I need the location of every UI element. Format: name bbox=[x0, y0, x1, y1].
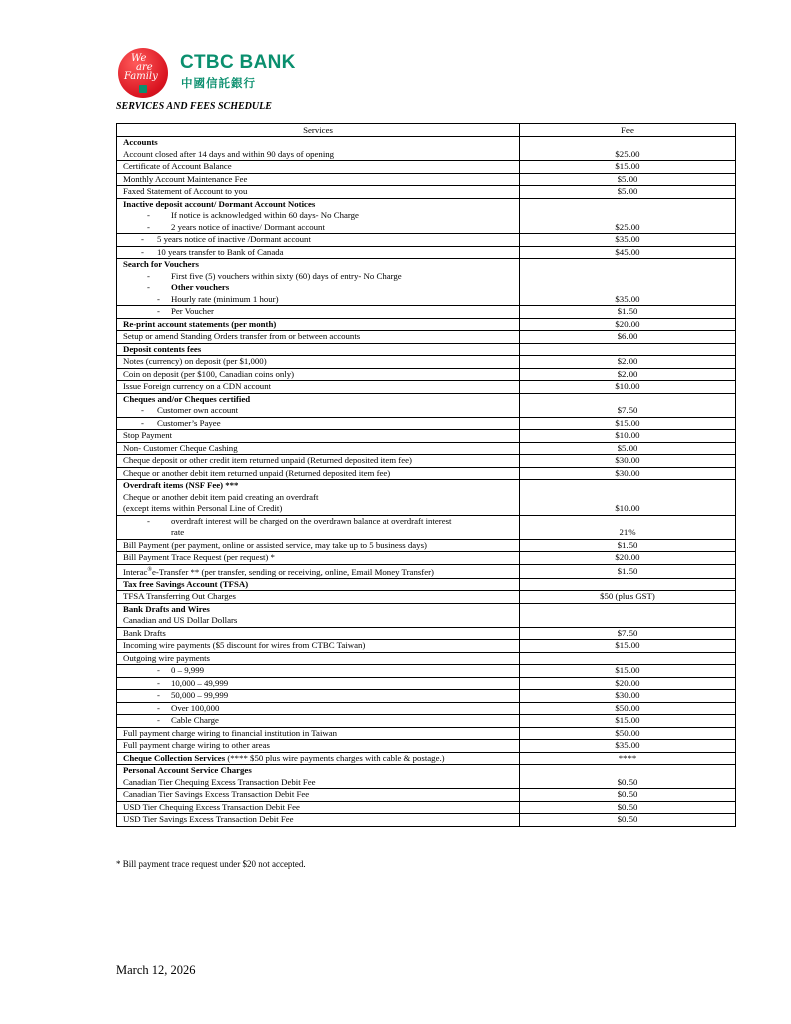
fee-row bbox=[117, 715, 736, 728]
service-text-continued: (**** $50 plus wire payments charges with cable & postage.) bbox=[225, 752, 445, 763]
service-line bbox=[123, 259, 513, 271]
service-cell bbox=[117, 186, 520, 199]
service-line bbox=[123, 789, 513, 801]
bullet-dash: - bbox=[147, 270, 150, 281]
service-text: USD Tier Savings Excess Transaction Debit Fee bbox=[123, 814, 294, 825]
fee-row bbox=[117, 801, 736, 814]
service-cell bbox=[117, 603, 520, 627]
service-cell bbox=[117, 417, 520, 430]
fee-cell: $0.50 bbox=[520, 789, 736, 802]
service-text: Bank Drafts bbox=[123, 627, 166, 638]
service-cell bbox=[117, 814, 520, 827]
fee-row bbox=[117, 480, 736, 516]
fee-row bbox=[117, 578, 736, 591]
fee-cell bbox=[520, 603, 736, 627]
service-cell bbox=[117, 331, 520, 344]
fee-cell: $35.00 bbox=[520, 259, 736, 306]
service-cell bbox=[117, 381, 520, 394]
service-text: Faxed Statement of Account to you bbox=[123, 186, 248, 196]
service-line bbox=[123, 728, 513, 740]
service-line bbox=[123, 753, 513, 765]
service-cell bbox=[117, 161, 520, 174]
service-cell bbox=[117, 455, 520, 468]
fee-cell: $0.50 bbox=[520, 765, 736, 789]
service-text: TFSA Transferring Out Charges bbox=[123, 591, 236, 602]
service-text: Bill Payment Trace Request (per request) * bbox=[123, 552, 275, 562]
service-cell bbox=[117, 715, 520, 728]
service-line bbox=[123, 516, 513, 528]
fee-cell: $0.50 bbox=[520, 814, 736, 827]
fee-row bbox=[117, 752, 736, 765]
service-line bbox=[123, 492, 513, 504]
service-text: Bill Payment (per payment, online or assisted service, may take up to 5 business days) bbox=[123, 539, 427, 550]
service-line bbox=[123, 381, 513, 393]
service-line bbox=[123, 640, 513, 652]
fee-cell: **** bbox=[520, 752, 736, 765]
service-line bbox=[123, 552, 513, 564]
fee-cell: $1.50 bbox=[520, 564, 736, 578]
service-cell bbox=[117, 740, 520, 753]
service-text: 5 years notice of inactive /Dormant account bbox=[157, 234, 311, 244]
bullet-dash: - bbox=[157, 665, 160, 676]
fee-row bbox=[117, 234, 736, 247]
service-line bbox=[123, 247, 513, 259]
service-cell bbox=[117, 173, 520, 186]
bullet-dash: - bbox=[157, 715, 160, 726]
service-cell bbox=[117, 665, 520, 678]
service-cell bbox=[117, 765, 520, 789]
service-line bbox=[123, 369, 513, 381]
fee-row bbox=[117, 652, 736, 665]
bank-name: CTBC BANK bbox=[180, 52, 296, 73]
service-line bbox=[123, 740, 513, 752]
footnote: * Bill payment trace request under $20 not accepted. bbox=[116, 859, 306, 869]
bullet-dash: - bbox=[157, 677, 160, 688]
bullet-dash: - bbox=[141, 246, 144, 257]
service-cell bbox=[117, 564, 520, 578]
fee-row bbox=[117, 137, 736, 161]
bullet-dash: - bbox=[147, 210, 150, 220]
service-text: rate bbox=[171, 527, 185, 537]
service-cell bbox=[117, 578, 520, 591]
service-cell bbox=[117, 640, 520, 653]
fee-cell bbox=[520, 652, 736, 665]
service-line bbox=[123, 591, 513, 603]
fee-row bbox=[117, 627, 736, 640]
service-line bbox=[123, 527, 513, 539]
service-cell bbox=[117, 246, 520, 259]
service-cell bbox=[117, 234, 520, 247]
document-date: March 12, 2026 bbox=[116, 963, 196, 977]
bullet-dash: - bbox=[147, 282, 150, 292]
service-line bbox=[123, 565, 513, 578]
service-cell bbox=[117, 198, 520, 234]
fee-cell: $20.00 bbox=[520, 677, 736, 690]
service-line bbox=[123, 306, 513, 318]
fee-row bbox=[117, 343, 736, 356]
service-text: Full payment charge wiring to other areas bbox=[123, 740, 270, 751]
service-line bbox=[123, 331, 513, 343]
service-text: Non- Customer Cheque Cashing bbox=[123, 442, 238, 453]
emblem-text-we: We bbox=[131, 53, 147, 64]
service-line bbox=[123, 455, 513, 467]
bullet-dash: - bbox=[157, 306, 160, 316]
fee-row bbox=[117, 381, 736, 394]
service-cell bbox=[117, 442, 520, 455]
fee-cell: $5.00 bbox=[520, 173, 736, 186]
fee-cell: $1.50 bbox=[520, 306, 736, 319]
fee-row bbox=[117, 727, 736, 740]
fee-cell: $20.00 bbox=[520, 318, 736, 331]
service-cell bbox=[117, 480, 520, 516]
emblem-text-are: are bbox=[136, 62, 153, 73]
service-line bbox=[123, 174, 513, 186]
column-header-services: Services bbox=[117, 124, 520, 137]
service-text: Coin on deposit (per $100, Canadian coins only) bbox=[123, 368, 295, 379]
service-text: 0 – 9,999 bbox=[171, 665, 204, 676]
service-text: overdraft interest will be charged on the overdrawn balance at overdraft interest bbox=[171, 515, 452, 526]
service-text: Re-print account statements (per month) bbox=[123, 318, 277, 329]
service-line bbox=[123, 405, 513, 417]
fee-row bbox=[117, 665, 736, 678]
service-text: Monthly Account Maintenance Fee bbox=[123, 173, 248, 184]
service-cell bbox=[117, 690, 520, 703]
service-line bbox=[123, 161, 513, 173]
service-cell bbox=[117, 591, 520, 604]
service-cell bbox=[117, 343, 520, 356]
service-text: Inactive deposit account/ Dormant Account Notices bbox=[123, 198, 316, 209]
emblem-text-family: Family bbox=[124, 71, 158, 82]
fee-cell: $15.00 bbox=[520, 715, 736, 728]
service-line bbox=[123, 394, 513, 406]
fee-cell: $30.00 bbox=[520, 467, 736, 480]
service-text: First five (5) vouchers within sixty (60) days of entry- No Charge bbox=[171, 270, 402, 281]
fees-table bbox=[116, 123, 736, 827]
fee-row bbox=[117, 318, 736, 331]
service-text: Full payment charge wiring to financial institution in Taiwan bbox=[123, 727, 338, 738]
fee-cell: $7.50 bbox=[520, 627, 736, 640]
fee-row bbox=[117, 603, 736, 627]
fee-cell bbox=[520, 343, 736, 356]
service-line bbox=[123, 480, 513, 492]
fee-row bbox=[117, 564, 736, 578]
table-header-row bbox=[117, 124, 736, 137]
service-text: Canadian and US Dollar Dollars bbox=[123, 615, 238, 626]
service-text: Notes (currency) on deposit (per $1,000) bbox=[123, 356, 267, 366]
bank-name-chinese: 中國信託銀行 bbox=[181, 76, 256, 90]
service-text: Bank Drafts and Wires bbox=[123, 603, 210, 614]
service-text: Over 100,000 bbox=[171, 702, 220, 713]
service-text: Tax free Savings Account (TFSA) bbox=[123, 578, 249, 589]
service-text: Certificate of Account Balance bbox=[123, 161, 232, 171]
service-line bbox=[123, 579, 513, 591]
service-line bbox=[123, 777, 513, 789]
fee-cell: $5.00 bbox=[520, 442, 736, 455]
fee-cell bbox=[520, 578, 736, 591]
fee-row bbox=[117, 740, 736, 753]
service-line bbox=[123, 149, 513, 161]
fee-row bbox=[117, 430, 736, 443]
fee-row bbox=[117, 591, 736, 604]
service-text: Other vouchers bbox=[171, 282, 230, 292]
service-line bbox=[123, 234, 513, 246]
service-line bbox=[123, 540, 513, 552]
fee-cell: $2.00 bbox=[520, 368, 736, 381]
service-text: 10 years transfer to Bank of Canada bbox=[157, 246, 284, 257]
fee-row bbox=[117, 259, 736, 306]
bullet-dash: - bbox=[157, 293, 160, 304]
fee-cell: $45.00 bbox=[520, 246, 736, 259]
service-line bbox=[123, 210, 513, 222]
service-line bbox=[123, 703, 513, 715]
service-line bbox=[123, 503, 513, 515]
service-line bbox=[123, 319, 513, 331]
service-text: (except items within Personal Line of Credit) bbox=[123, 503, 283, 513]
service-line bbox=[123, 443, 513, 455]
service-cell bbox=[117, 259, 520, 306]
service-text: Cable Charge bbox=[171, 715, 219, 726]
service-text: Customer own account bbox=[157, 405, 239, 415]
fee-row bbox=[117, 173, 736, 186]
service-text: Issue Foreign currency on a CDN account bbox=[123, 381, 272, 391]
service-cell bbox=[117, 677, 520, 690]
service-cell bbox=[117, 368, 520, 381]
service-cell bbox=[117, 393, 520, 417]
service-line bbox=[123, 678, 513, 690]
fee-row bbox=[117, 198, 736, 234]
service-cell bbox=[117, 652, 520, 665]
service-text: Accounts bbox=[123, 137, 158, 147]
service-line bbox=[123, 690, 513, 702]
service-line bbox=[123, 344, 513, 356]
fees-table-body bbox=[117, 137, 736, 827]
service-cell bbox=[117, 430, 520, 443]
service-text: Canadian Tier Savings Excess Transaction Debit Fee bbox=[123, 789, 310, 800]
service-cell bbox=[117, 356, 520, 369]
fee-cell: $5.00 bbox=[520, 186, 736, 199]
fee-cell: $10.00 bbox=[520, 381, 736, 394]
fee-cell: $25.00 bbox=[520, 198, 736, 234]
fee-cell: $50.00 bbox=[520, 727, 736, 740]
fee-row bbox=[117, 393, 736, 417]
fee-row bbox=[117, 467, 736, 480]
service-text: Hourly rate (minimum 1 hour) bbox=[171, 293, 279, 304]
fee-cell: $30.00 bbox=[520, 455, 736, 468]
service-text: Personal Account Service Charges bbox=[123, 765, 252, 776]
service-line bbox=[123, 468, 513, 480]
service-text: Cheque or another debit item returned unpaid (Returned deposited item fee) bbox=[123, 467, 391, 478]
bullet-dash: - bbox=[141, 417, 144, 428]
fee-row bbox=[117, 552, 736, 565]
fee-cell: $15.00 bbox=[520, 417, 736, 430]
service-text: Account closed after 14 days and within 90 days of opening bbox=[123, 148, 335, 159]
fee-row bbox=[117, 814, 736, 827]
service-text: Stop Payment bbox=[123, 430, 173, 440]
service-line bbox=[123, 186, 513, 198]
service-line bbox=[123, 604, 513, 616]
service-cell bbox=[117, 539, 520, 552]
service-line bbox=[123, 615, 513, 627]
service-line bbox=[123, 765, 513, 777]
fee-row bbox=[117, 368, 736, 381]
fee-cell: $0.50 bbox=[520, 801, 736, 814]
column-header-fee: Fee bbox=[520, 124, 736, 137]
service-cell bbox=[117, 752, 520, 765]
service-text: Setup or amend Standing Orders transfer from or between accounts bbox=[123, 331, 361, 341]
service-cell bbox=[117, 789, 520, 802]
service-line bbox=[123, 628, 513, 640]
service-text: Search for Vouchers bbox=[123, 259, 199, 269]
service-line bbox=[123, 271, 513, 283]
service-cell bbox=[117, 467, 520, 480]
service-text: 2 years notice of inactive/ Dormant account bbox=[171, 221, 325, 232]
service-cell bbox=[117, 727, 520, 740]
fee-row bbox=[117, 515, 736, 539]
service-cell bbox=[117, 515, 520, 539]
service-cell bbox=[117, 552, 520, 565]
bullet-dash: - bbox=[157, 690, 160, 701]
fee-row bbox=[117, 306, 736, 319]
bullet-dash: - bbox=[141, 405, 144, 415]
service-text: Cheque deposit or other credit item returned unpaid (Returned deposited item fee) bbox=[123, 455, 412, 465]
fee-row bbox=[117, 417, 736, 430]
fee-row bbox=[117, 677, 736, 690]
fee-row bbox=[117, 539, 736, 552]
service-cell bbox=[117, 306, 520, 319]
fee-row bbox=[117, 161, 736, 174]
service-text: Incoming wire payments ($5 discount for wires from CTBC Taiwan) bbox=[123, 640, 366, 651]
service-line bbox=[123, 199, 513, 211]
fee-cell: $10.00 bbox=[520, 430, 736, 443]
fee-cell: $7.50 bbox=[520, 393, 736, 417]
service-text: 10,000 – 49,999 bbox=[171, 677, 229, 688]
service-line bbox=[123, 222, 513, 234]
fee-row bbox=[117, 455, 736, 468]
fee-row bbox=[117, 186, 736, 199]
service-text: Deposit contents fees bbox=[123, 343, 202, 354]
service-text: Overdraft items (NSF Fee) *** bbox=[123, 480, 239, 490]
bullet-dash: - bbox=[147, 221, 150, 232]
service-line bbox=[123, 430, 513, 442]
service-line bbox=[123, 294, 513, 306]
fee-cell: $10.00 bbox=[520, 480, 736, 516]
service-text: Customer’s Payee bbox=[157, 417, 221, 428]
service-text: Cheques and/or Cheques certified bbox=[123, 393, 251, 404]
fee-row bbox=[117, 765, 736, 789]
bullet-dash: - bbox=[147, 515, 150, 526]
service-text: If notice is acknowledged within 60 days- No Charge bbox=[171, 210, 359, 220]
registered-mark: ® bbox=[147, 566, 152, 573]
fee-cell: $6.00 bbox=[520, 331, 736, 344]
service-cell bbox=[117, 702, 520, 715]
service-line bbox=[123, 715, 513, 727]
ctbc-logo bbox=[118, 48, 318, 100]
service-text: Outgoing wire payments bbox=[123, 652, 210, 663]
bullet-dash: - bbox=[157, 702, 160, 713]
service-cell bbox=[117, 801, 520, 814]
emblem-green-square bbox=[139, 85, 147, 93]
fee-cell: $15.00 bbox=[520, 640, 736, 653]
fee-cell: $20.00 bbox=[520, 552, 736, 565]
service-text: Cheque or another debit item paid creating an overdraft bbox=[123, 491, 319, 502]
fee-cell: $50 (plus GST) bbox=[520, 591, 736, 604]
service-text: USD Tier Chequing Excess Transaction Debit Fee bbox=[123, 801, 300, 812]
fee-cell: $25.00 bbox=[520, 137, 736, 161]
service-line bbox=[123, 282, 513, 294]
service-line bbox=[123, 137, 513, 149]
service-cell bbox=[117, 318, 520, 331]
fee-cell: $15.00 bbox=[520, 161, 736, 174]
service-line bbox=[123, 802, 513, 814]
we-are-family-emblem bbox=[118, 48, 168, 98]
fee-cell: $2.00 bbox=[520, 356, 736, 369]
bullet-dash: - bbox=[141, 234, 144, 244]
service-text: 50,000 – 99,999 bbox=[171, 690, 229, 701]
service-cell bbox=[117, 137, 520, 161]
fee-cell: $1.50 bbox=[520, 539, 736, 552]
fee-row bbox=[117, 246, 736, 259]
service-line bbox=[123, 653, 513, 665]
service-text: Interac bbox=[123, 566, 148, 577]
fee-cell: $35.00 bbox=[520, 234, 736, 247]
fee-cell: $50.00 bbox=[520, 702, 736, 715]
fee-row bbox=[117, 640, 736, 653]
fee-row bbox=[117, 331, 736, 344]
fee-row bbox=[117, 442, 736, 455]
service-text: Cheque Collection Services bbox=[123, 752, 226, 763]
fee-row bbox=[117, 702, 736, 715]
document-title: SERVICES AND FEES SCHEDULE bbox=[116, 101, 272, 112]
fee-row bbox=[117, 789, 736, 802]
service-cell bbox=[117, 627, 520, 640]
fee-row bbox=[117, 356, 736, 369]
service-text: Per Voucher bbox=[171, 306, 214, 316]
fee-cell: 21% bbox=[520, 515, 736, 539]
service-text-continued: e-Transfer ** (per transfer, sending or receiving, online, Email Money Transfer) bbox=[151, 566, 434, 577]
fee-cell: $30.00 bbox=[520, 690, 736, 703]
service-line bbox=[123, 665, 513, 677]
fee-row bbox=[117, 690, 736, 703]
service-text: Canadian Tier Chequing Excess Transaction Debit Fee bbox=[123, 776, 316, 787]
service-line bbox=[123, 814, 513, 826]
fee-cell: $35.00 bbox=[520, 740, 736, 753]
service-line bbox=[123, 356, 513, 368]
service-line bbox=[123, 418, 513, 430]
fee-cell: $15.00 bbox=[520, 665, 736, 678]
